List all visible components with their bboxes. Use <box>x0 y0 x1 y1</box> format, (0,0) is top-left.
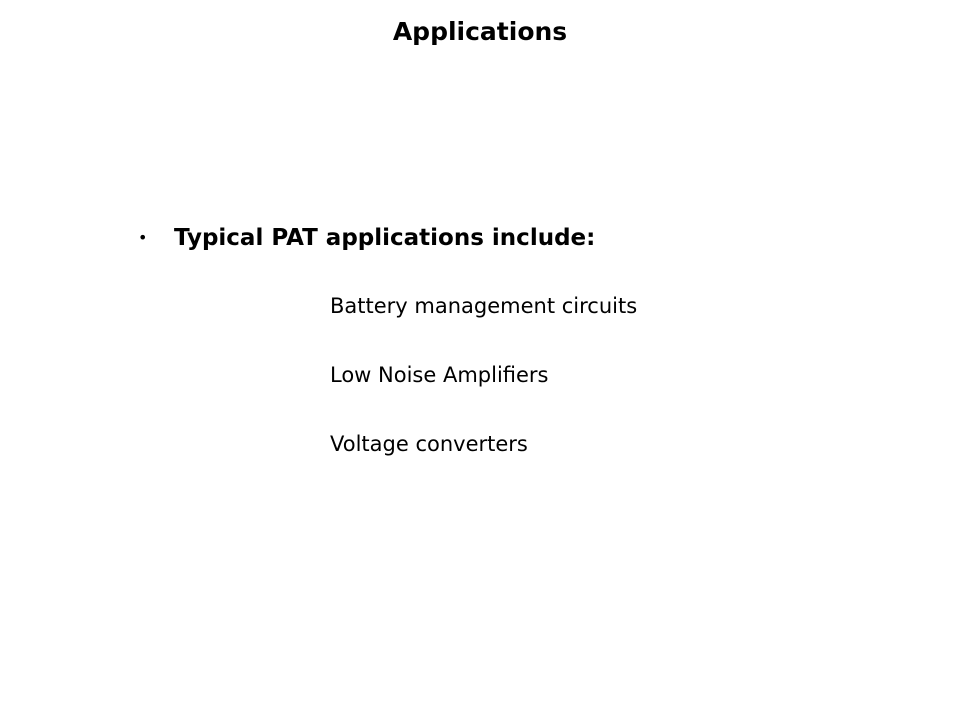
bullet-marker: • <box>138 228 148 247</box>
bullet-text: Typical PAT applications include: <box>174 225 596 251</box>
list-item-voltage-converters: Voltage converters <box>330 432 528 456</box>
list-item-low-noise-amplifiers: Low Noise Amplifiers <box>330 363 549 387</box>
applications-list <box>330 290 637 497</box>
bullet-item <box>138 222 595 254</box>
list-item-battery-management: Battery management circuits <box>330 294 638 318</box>
slide-title: Applications <box>392 17 568 46</box>
